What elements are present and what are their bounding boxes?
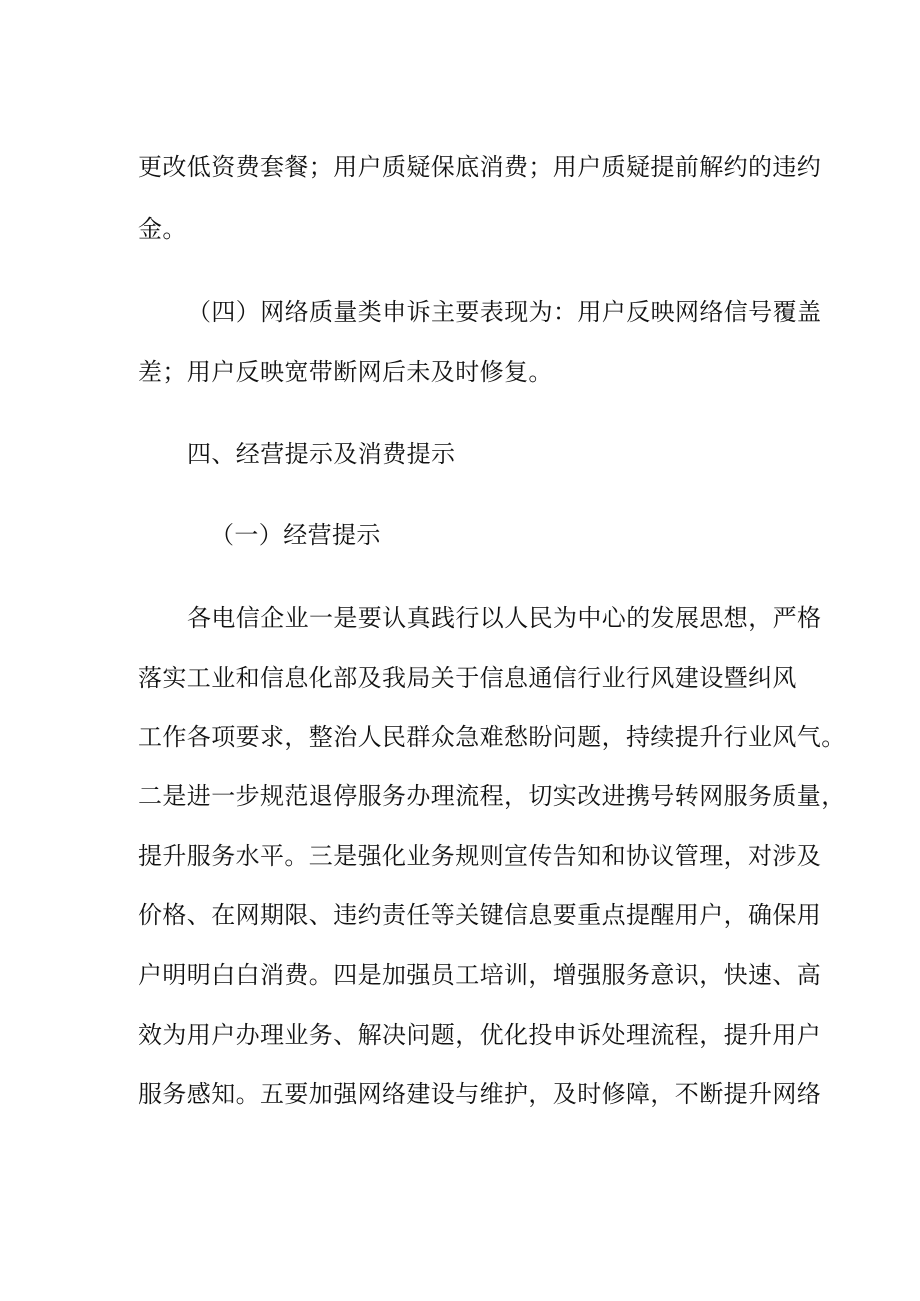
paragraph-line: 户明明白白消费。四是加强员工培训，增强服务意识，快速、高 <box>138 961 822 989</box>
paragraph-line: 各电信企业一是要认真践行以人民为中心的发展思想，严格 <box>187 604 822 632</box>
paragraph-line: 价格、在网期限、违约责任等关键信息要重点提醒用户，确保用 <box>138 901 822 929</box>
text-line: 更改低资费套餐；用户质疑保底消费；用户质疑提前解约的违约 <box>138 153 822 181</box>
paragraph-line: 二是进一步规范退停服务办理流程，切实改进携号转网服务质量， <box>138 782 846 810</box>
paragraph-line: 工作各项要求，整治人民群众急难愁盼问题，持续提升行业风气。 <box>138 723 846 751</box>
paragraph-line: 提升服务水平。三是强化业务规则宣传告知和协议管理，对涉及 <box>138 842 822 870</box>
section-heading-business-tips: 四、经营提示及消费提示 <box>187 440 456 468</box>
paragraph-line: 效为用户办理业务、解决问题，优化投申诉处理流程，提升用户 <box>138 1021 822 1049</box>
text-line: 差；用户反映宽带断网后未及时修复。 <box>138 358 553 386</box>
paragraph-line: 落实工业和信息化部及我局关于信息通信行业行风建设暨纠风 <box>138 664 797 692</box>
paragraph-line: 服务感知。五要加强网络建设与维护，及时修障，不断提升网络 <box>138 1080 822 1108</box>
section-heading-network-quality: （四）网络质量类申诉主要表现为：用户反映网络信号覆盖 <box>187 298 822 326</box>
text-line: 金。 <box>138 215 187 243</box>
subsection-heading-operation-tips: （一）经营提示 <box>210 521 381 549</box>
